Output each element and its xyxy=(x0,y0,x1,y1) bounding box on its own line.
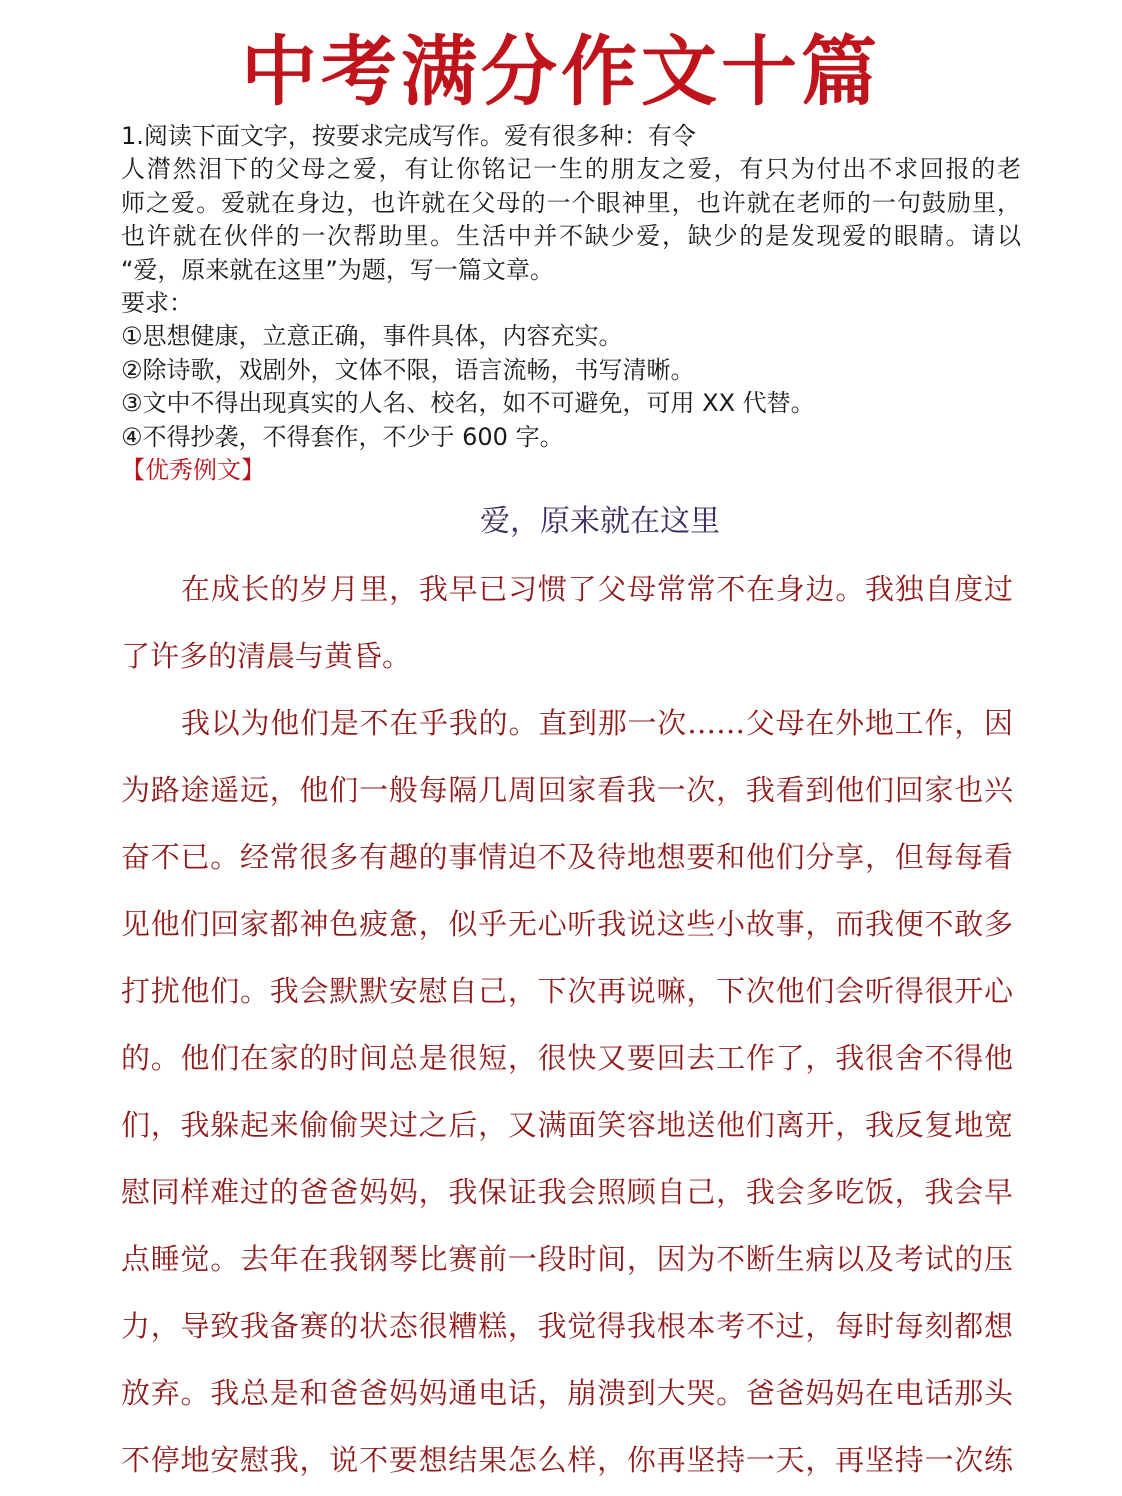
requirement-item: ④不得抄袭，不得套作，不少于 600 字。 xyxy=(121,422,564,451)
essay-line: 不停地安慰我，说不要想结果怎么样，你再坚持一天，再坚持一次练 xyxy=(121,1443,1013,1477)
writing-prompt xyxy=(121,120,1021,487)
essay-line: 了许多的清晨与黄昏。 xyxy=(121,639,412,673)
essay-line: 放弃。我总是和爸爸妈妈通电话，崩溃到大哭。爸爸妈妈在电话那头 xyxy=(121,1376,1013,1410)
prompt-line: 1.阅读下面文字，按要求完成写作。爱有很多种：有令 xyxy=(121,122,696,150)
essay-line: 奋不已。经常很多有趣的事情迫不及待地想要和他们分享，但每每看 xyxy=(121,840,1013,874)
requirements-label: 要求： xyxy=(121,288,193,317)
prompt-line: 人潸然泪下的父母之爱，有让你铭记一生的朋友之爱，有只为付出不求回报的老 xyxy=(121,155,1021,184)
essay-line: 们，我躲起来偷偷哭过之后，又满面笑容地送他们离开，我反复地宽 xyxy=(121,1108,1013,1142)
essay-line: 我以为他们是不在乎我的。直到那一次……父母在外地工作，因 xyxy=(181,706,1013,740)
essay-line: 在成长的岁月里，我早已习惯了父母常常不在身边。我独自度过 xyxy=(181,572,1013,606)
essay-title: 爱，原来就在这里 xyxy=(480,504,720,539)
essay-line: 慰同样难过的爸爸妈妈，我保证我会照顾自己，我会多吃饭，我会早 xyxy=(121,1175,1013,1209)
requirement-item: ①思想健康，立意正确，事件具体，内容充实。 xyxy=(121,322,623,351)
essay-line: 力，导致我备赛的状态很糟糕，我觉得我根本考不过，每时每刻都想 xyxy=(121,1309,1013,1343)
essay-line: 打扰他们。我会默默安慰自己，下次再说嘛，下次他们会听得很开心 xyxy=(121,974,1013,1008)
essay-line: 点睡觉。去年在我钢琴比赛前一段时间，因为不断生病以及考试的压 xyxy=(121,1242,1013,1276)
prompt-line: 也许就在伙伴的一次帮助里。生活中并不缺少爱，缺少的是发现爱的眼睛。请以 xyxy=(121,222,1021,251)
essay-line: 见他们回家都神色疲惫，似乎无心听我说这些小故事，而我便不敢多 xyxy=(121,907,1013,941)
prompt-line: “爱，原来就在这里”为题，写一篇文章。 xyxy=(121,255,554,284)
essay-body xyxy=(121,556,1013,1494)
requirement-item: ③文中不得出现真实的人名、校名，如不可避免，可用 XX 代替。 xyxy=(121,389,815,418)
document-title: 中考满分作文十篇 xyxy=(241,27,881,116)
essay-line: 的。他们在家的时间总是很短，很快又要回去工作了，我很舍不得他 xyxy=(121,1041,1013,1075)
prompt-line: 师之爱。爱就在身边，也许就在父母的一个眼神里，也许就在老师的一句鼓励里， xyxy=(121,188,1021,217)
essay-line: 为路途遥远，他们一般每隔几周回家看我一次，我看到他们回家也兴 xyxy=(121,773,1013,807)
excellent-example-label: 【优秀例文】 xyxy=(121,455,265,484)
requirement-item: ②除诗歌，戏剧外，文体不限，语言流畅，书写清晰。 xyxy=(121,355,695,384)
